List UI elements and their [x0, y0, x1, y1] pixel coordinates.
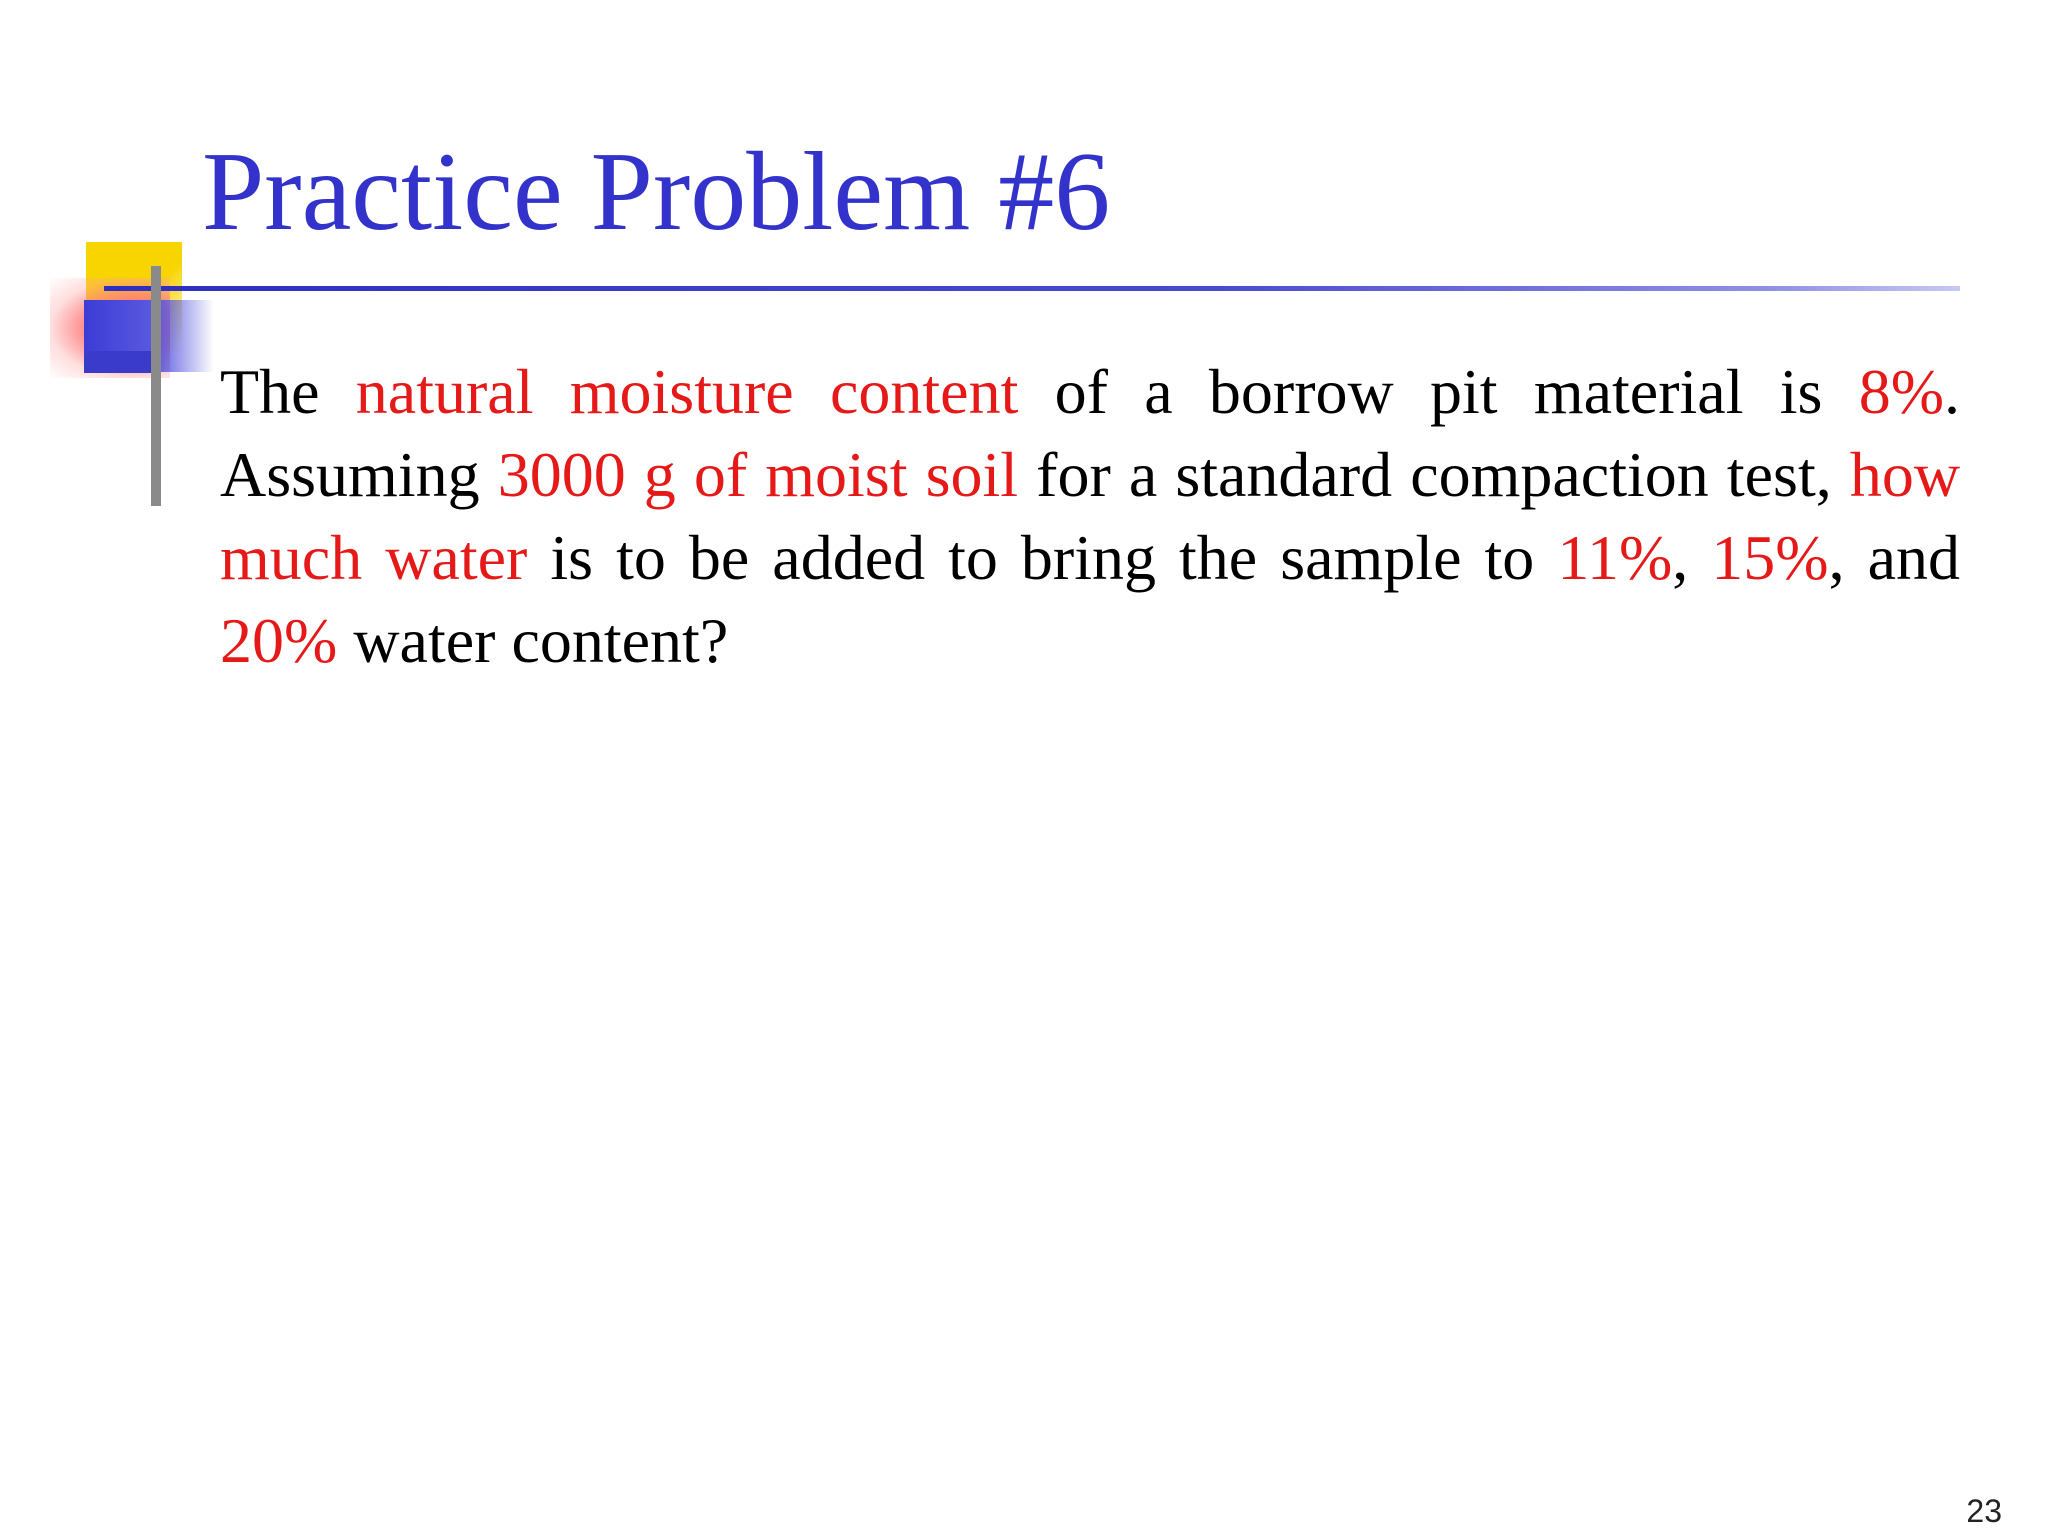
page-number: 23: [1966, 1493, 2002, 1529]
highlight-segment: 8%: [1858, 356, 1945, 427]
text-segment: ,: [1672, 522, 1712, 593]
slide-title: Practice Problem #6: [202, 130, 1111, 254]
highlight-segment: 15%: [1711, 522, 1829, 593]
text-segment: for a standard compaction test,: [1018, 439, 1850, 510]
corner-ornament-gray-bar: [151, 266, 161, 506]
corner-ornament-blue-block: [84, 351, 154, 373]
problem-statement: [220, 350, 1960, 682]
text-segment: . Assuming: [220, 356, 1961, 510]
highlight-segment: 3000 g of moist soil: [497, 439, 1019, 510]
highlight-segment: natural moisture content: [355, 356, 1019, 427]
title-underline: [104, 286, 1960, 291]
text-segment: is to be added to bring the sample to: [527, 522, 1558, 593]
text-segment: , and: [1828, 522, 1961, 593]
highlight-segment: how much water: [220, 439, 1961, 593]
text-segment: of a borrow pit material is: [1018, 356, 1859, 427]
text-segment: water content?: [337, 605, 729, 676]
text-segment: The: [220, 356, 356, 427]
highlight-segment: 20%: [220, 605, 338, 676]
highlight-segment: 11%: [1557, 522, 1673, 593]
